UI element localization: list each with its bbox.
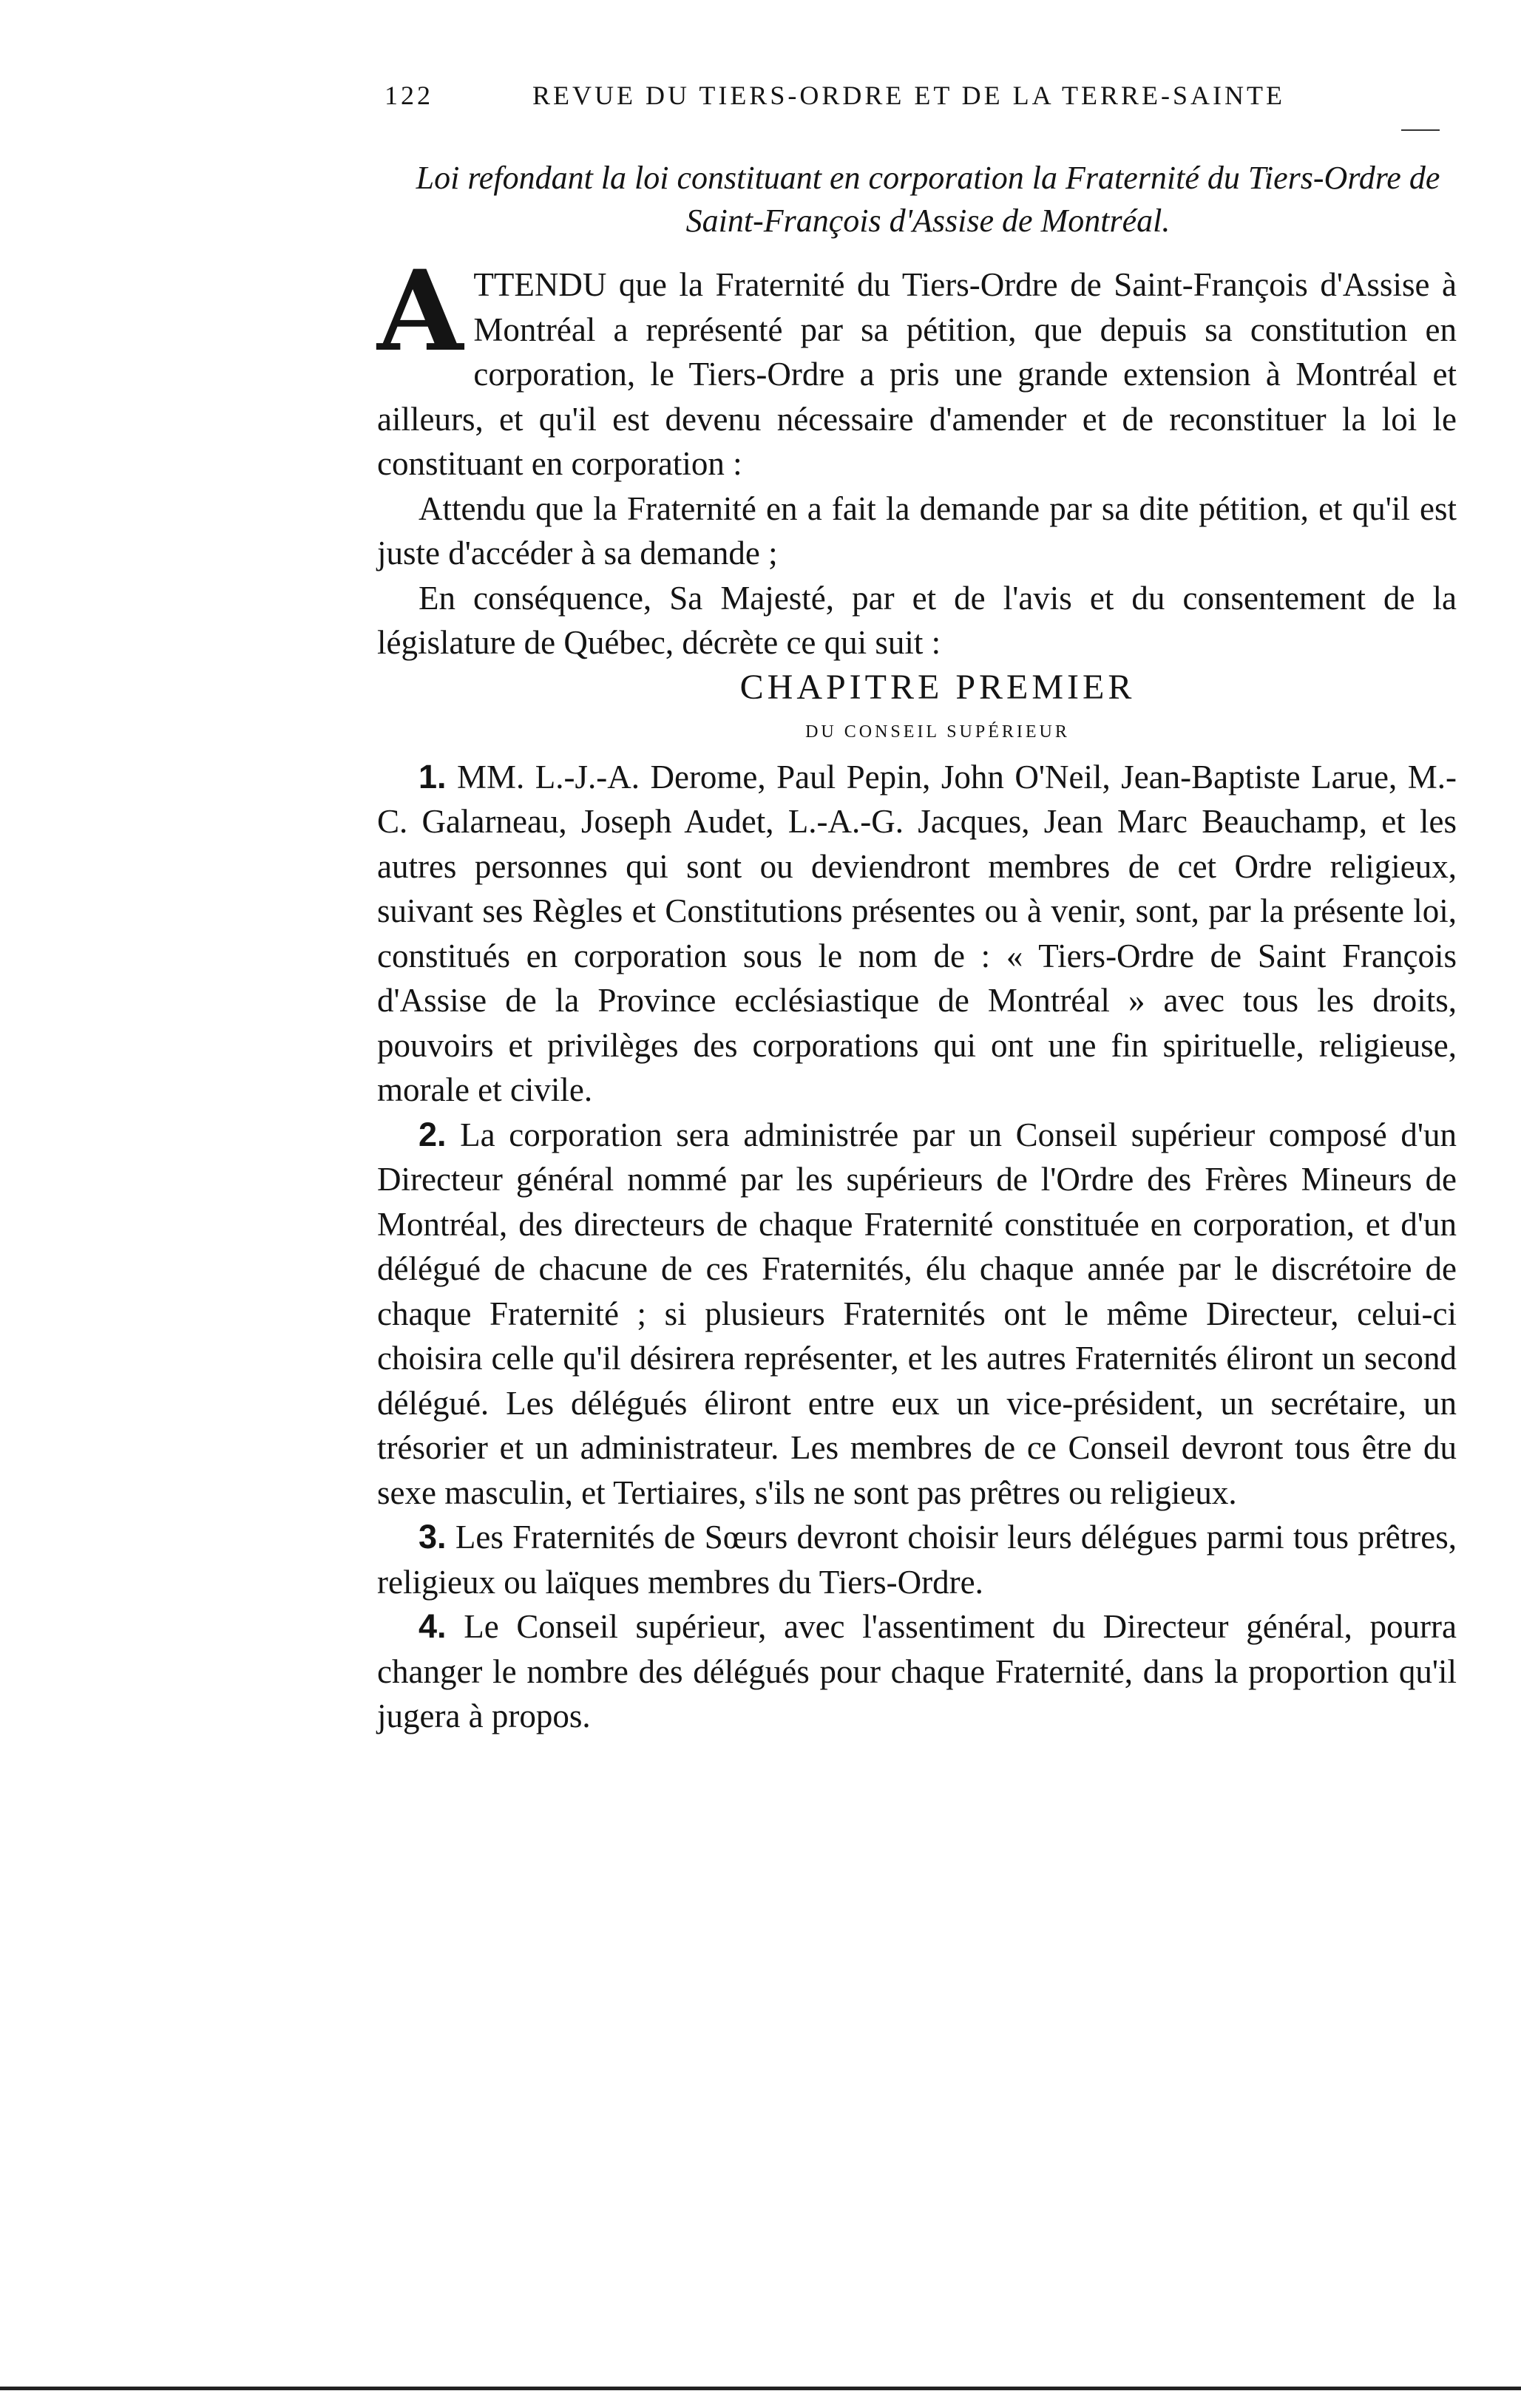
article-1: [377, 755, 1457, 1113]
article-text: MM. L.-J.-A. Derome, Paul Pepin, John O'Neil, Jean-Baptiste Larue, M.-C. Galarneau, Joseph Audet, L.-A.-G. Jacques, Jean Marc Beauchamp, et les autres personnes qui sont ou deviendront membres de cet Ordre religieux, suivant ses Règles et Constitutions présentes ou à venir, sont, par la présente loi, constitués en corporation sous le nom de : « Tiers-Ordre de Saint François d'Assise de la Province ecclésiastique de Montréal » avec tous les droits, pouvoirs et privilèges des corporations qui ont une fin spirituelle, religieuse, morale et civile.: [377, 758, 1457, 1108]
article-text: Le Conseil supérieur, avec l'assentiment du Directeur général, pourra changer le nombre des délégués pour chaque Fraternité, dans la proportion qu'il jugera à propos.: [377, 1608, 1457, 1734]
article-text: La corporation sera administrée par un Conseil supérieur composé d'un Directeur général nommé par les supérieurs de l'Ordre des Frères Mineurs de Montréal, des directeurs de chaque Fraternité constituée en corporation, et d'un délégué de chacune de ces Fraternités, élu chaque année par le discrétoire de chaque Fraternité ; si plusieurs Fraternités ont le même Directeur, celui-ci choisira celle qu'il désirera représenter, et les autres Fraternités éliront un second délégué. Les délégués éliront entre eux un vice-président, un secrétaire, un trésorier et un administrateur. Les membres de ce Conseil devront tous être du sexe masculin, et Tertiaires, s'ils ne sont pas prêtres ou religieux.: [377, 1116, 1457, 1511]
article-number: 3.: [419, 1518, 447, 1556]
body-text: [377, 246, 1457, 1739]
preamble-text-1: TTENDU que la Fraternité du Tiers-Ordre de Saint-François d'Assise à Montréal a représenté par sa pétition, que depuis sa constitution en corporation, le Tiers-Ordre a pris une grande extension à Montréal et ailleurs, et qu'il est devenu nécessaire d'amender et de reconstituer la loi le constituant en corporation :: [377, 266, 1457, 482]
header-rule: [1401, 129, 1440, 131]
bottom-scan-edge: [0, 2387, 1521, 2390]
law-title: Loi refondant la loi constituant en corporation la Fraternité du Tiers-Ordre de Saint-François d'Assise de Montréal.: [416, 160, 1440, 239]
running-title: REVUE DU TIERS-ORDRE ET DE LA TERRE-SAINTE: [532, 81, 1285, 110]
preamble-paragraph-3: En conséquence, Sa Majesté, par et de l'avis et du consentement de la législature de Québec, décrète ce qui suit :: [377, 579, 1457, 661]
article-number: 1.: [419, 757, 447, 796]
drop-cap: A: [377, 246, 464, 376]
article-4: [377, 1604, 1457, 1739]
article-text: Les Fraternités de Sœurs devront choisir leurs délégues parmi tous prêtres, religieux ou laïques membres du Tiers-Ordre.: [377, 1519, 1457, 1601]
article-2: [377, 1113, 1457, 1516]
running-header: [385, 80, 1449, 111]
article-3: [377, 1515, 1457, 1604]
page-number: 122: [385, 81, 433, 110]
article-number: 4.: [419, 1607, 447, 1645]
chapter-subtitle: DU CONSEIL SUPÉRIEUR: [805, 722, 1070, 742]
chapter-title: CHAPITRE PREMIER: [739, 667, 1136, 707]
preamble-paragraph-1: [377, 246, 1457, 486]
article-number: 2.: [419, 1115, 447, 1153]
preamble-paragraph-2: Attendu que la Fraternité en a fait la demande par sa dite pétition, et qu'il est juste d'accéder à sa demande ;: [377, 489, 1457, 572]
